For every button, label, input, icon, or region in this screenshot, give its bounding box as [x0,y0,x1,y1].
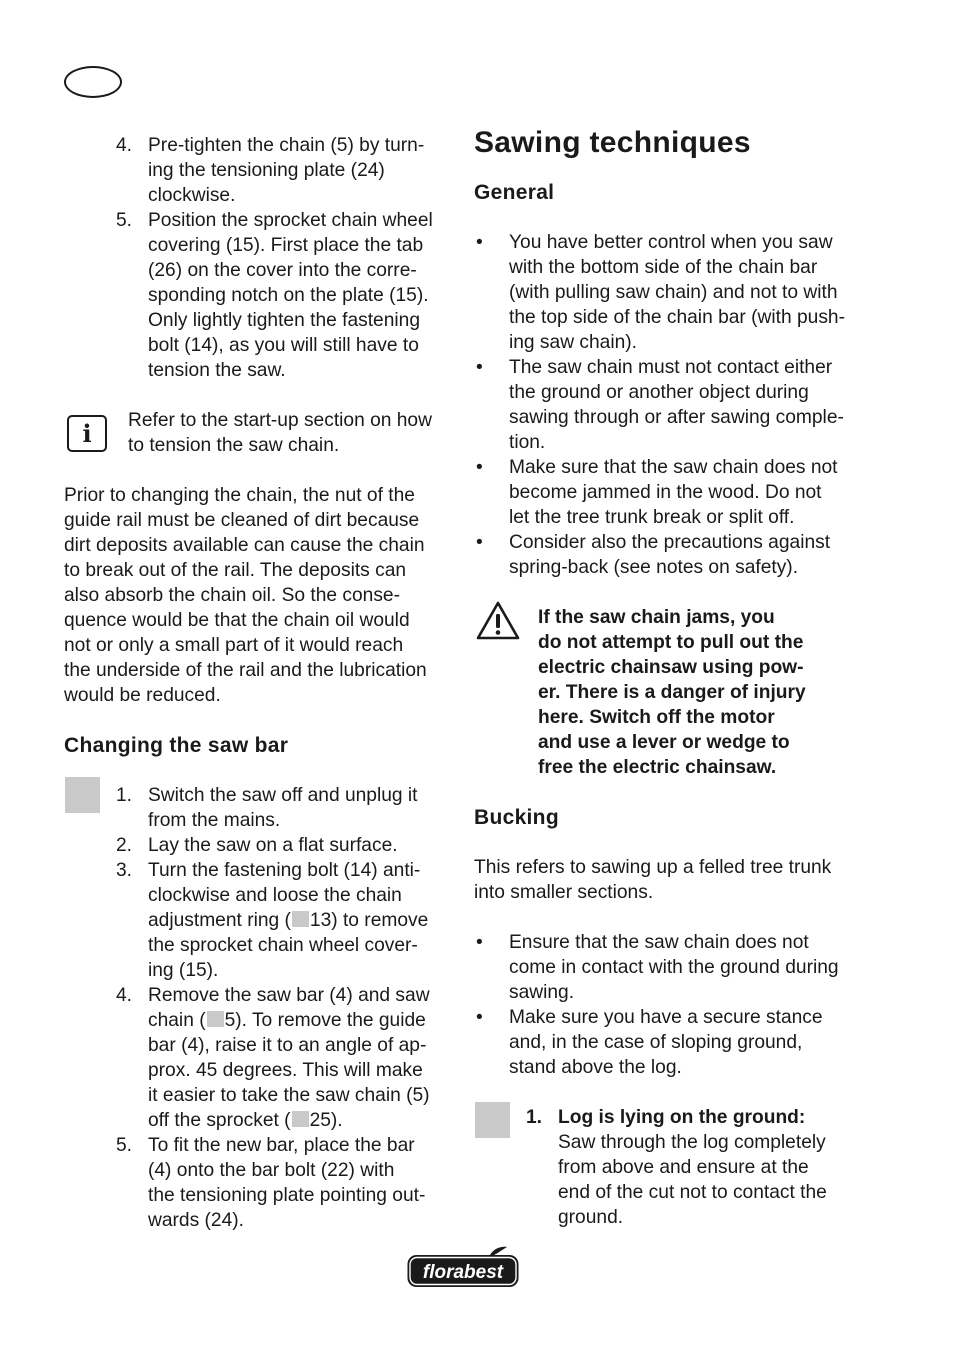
warning-line: electric chainsaw using pow- [538,657,804,678]
step-line: clockwise. [148,185,236,206]
paragraph-line: to break out of the rail. The deposits can [64,560,407,581]
bullet: • [476,932,483,953]
list-item [474,355,859,455]
step-number: 2. [116,835,133,856]
changing-steps [64,783,454,1233]
list-item [474,530,859,580]
warning-line: and use a lever or wedge to [538,732,790,753]
language-badge [64,66,122,98]
step-number: 5. [116,210,133,231]
step-number: 1. [526,1107,543,1128]
step-line: Lay the saw on a flat surface. [148,835,398,856]
step-line: (26) on the cover into the corre- [148,260,417,281]
list-item [64,208,454,383]
list-item [64,783,454,833]
step-line: it easier to take the saw chain (5) [148,1085,430,1106]
list-item [64,1133,454,1233]
step-line: wards (24). [148,1210,244,1231]
step-line: bar (4), raise it to an angle of ap- [148,1035,427,1056]
paragraph-line: the underside of the rail and the lubrication [64,660,427,681]
bullet-line: You have better control when you saw [509,232,833,253]
bucking-heading: Bucking [474,806,559,829]
figure-reference-icon [292,911,309,927]
paragraph-line: into smaller sections. [474,882,654,903]
step-line: tension the saw. [148,360,286,381]
step-line: prox. 45 degrees. This will make [148,1060,423,1081]
paragraph-line: would be reduced. [64,685,221,706]
bullet-line: sawing through or after sawing comple- [509,407,844,428]
step-line: Pre-tighten the chain (5) by turn- [148,135,425,156]
bullet-line: sawing. [509,982,575,1003]
step-line: 13) to remove [309,910,429,931]
step-number: 5. [116,1135,133,1156]
step-line: off the sprocket ( [148,1110,291,1131]
list-item [474,230,859,355]
bucking-paragraph [474,855,859,905]
bullet-line: stand above the log. [509,1057,682,1078]
step-number: 4. [116,135,133,156]
left-column [64,133,454,1233]
step-line: Turn the fastening bolt (14) anti- [148,860,421,881]
changing-steps-list [64,783,454,1233]
bullet-line: the ground or another object during [509,382,809,403]
list-item [474,1005,859,1080]
figure-reference-icon [207,1011,224,1027]
right-column [474,125,859,1230]
list-item [64,833,454,858]
step-line: sponding notch on the plate (15). [148,285,429,306]
step-line: ing (15). [148,960,219,981]
warning-line: free the electric chainsaw. [538,757,777,778]
step-line: ground. [558,1207,624,1228]
step-line: Only lightly tighten the fastening [148,310,420,331]
step-number: 1. [116,785,133,806]
paragraph-line: dirt deposits available can cause the chain [64,535,425,556]
changing-saw-bar-heading: Changing the saw bar [64,734,289,757]
list-item [474,930,859,1005]
page-title: Sawing techniques [474,126,751,159]
step-line: 5). To remove the guide [224,1010,426,1031]
info-icon: i [67,415,107,452]
bullet: • [476,1007,483,1028]
paragraph-line: Prior to changing the chain, the nut of the [64,485,415,506]
step-title: Log is lying on the ground: [558,1107,806,1128]
bullet-line: (with pulling saw chain) and not to with [509,282,838,303]
bullet-line: let the tree trunk break or split off. [509,507,795,528]
bullet-line: tion. [509,432,546,453]
warning-triangle-icon [474,599,522,643]
list-item [474,455,859,530]
logo-wordmark: florabest [422,1262,504,1283]
note-line: to tension the saw chain. [128,435,340,456]
paragraph-line: This refers to sawing up a felled tree trunk [474,857,832,878]
warning-line: here. Switch off the motor [538,707,775,728]
bullet-line: with the bottom side of the chain bar [509,257,818,278]
step-line: chain ( [148,1010,206,1031]
figure-reference-box [475,1102,510,1138]
bullet-line: Consider also the precautions against [509,532,831,553]
list-item [64,858,454,983]
step-line: adjustment ring ( [148,910,291,931]
step-line: covering (15). First place the tab [148,235,424,256]
step-line: Position the sprocket chain wheel [148,210,433,231]
step-line: (4) onto the bar bolt (22) with [148,1160,395,1181]
step-line: 25). [309,1110,343,1131]
figure-reference-icon [292,1111,309,1127]
step-line: ing the tensioning plate (24) [148,160,385,181]
bullet: • [476,232,483,253]
log-on-ground-step [474,1105,859,1230]
bullet-line: Make sure that the saw chain does not [509,457,838,478]
warning-line: er. There is a danger of injury [538,682,806,703]
chain-cleaning-paragraph [64,483,454,708]
bullet-line: spring-back (see notes on safety). [509,557,799,578]
paragraph-line: also absorb the chain oil. So the conse- [64,585,400,606]
bullet-line: come in contact with the ground during [509,957,839,978]
warning-note [474,605,859,780]
step-line: Saw through the log completely [558,1132,826,1153]
logo-leaf [490,1247,507,1255]
bullet-line: Ensure that the saw chain does not [509,932,809,953]
list-item [64,983,454,1133]
step-line: clockwise and loose the chain [148,885,402,906]
general-heading: General [474,181,555,204]
info-note [64,408,454,458]
step-line: from above and ensure at the [558,1157,809,1178]
bullet-line: Make sure you have a secure stance [509,1007,823,1028]
bullet: • [476,457,483,478]
paragraph-line: not or only a small part of it would reach [64,635,404,656]
step-line: Switch the saw off and unplug it [148,785,418,806]
step-number: 3. [116,860,133,881]
florabest-logo [406,1246,520,1290]
step-line: the sprocket chain wheel cover- [148,935,418,956]
step-line: To fit the new bar, place the bar [148,1135,415,1156]
step-line: end of the cut not to contact the [558,1182,827,1203]
bullet-line: and, in the case of sloping ground, [509,1032,803,1053]
paragraph-line: quence would be that the chain oil would [64,610,410,631]
step-line: Remove the saw bar (4) and saw [148,985,430,1006]
note-line: Refer to the start-up section on how [128,410,432,431]
general-bullets [474,230,859,580]
bullet-line: ing saw chain). [509,332,637,353]
step-line: bolt (14), as you will still have to [148,335,419,356]
warning-line: If the saw chain jams, you [538,607,775,628]
bucking-bullets [474,930,859,1080]
bullet: • [476,532,483,553]
step-number: 4. [116,985,133,1006]
list-item [64,133,454,208]
bullet-line: the top side of the chain bar (with push- [509,307,845,328]
warning-line: do not attempt to pull out the [538,632,804,653]
bullet-line: become jammed in the wood. Do not [509,482,822,503]
bullet: • [476,357,483,378]
step-line: from the mains. [148,810,281,831]
paragraph-line: guide rail must be cleaned of dirt because [64,510,420,531]
pre-steps-list [64,133,454,383]
bullet-line: The saw chain must not contact either [509,357,833,378]
step-line: the tensioning plate pointing out- [148,1185,426,1206]
